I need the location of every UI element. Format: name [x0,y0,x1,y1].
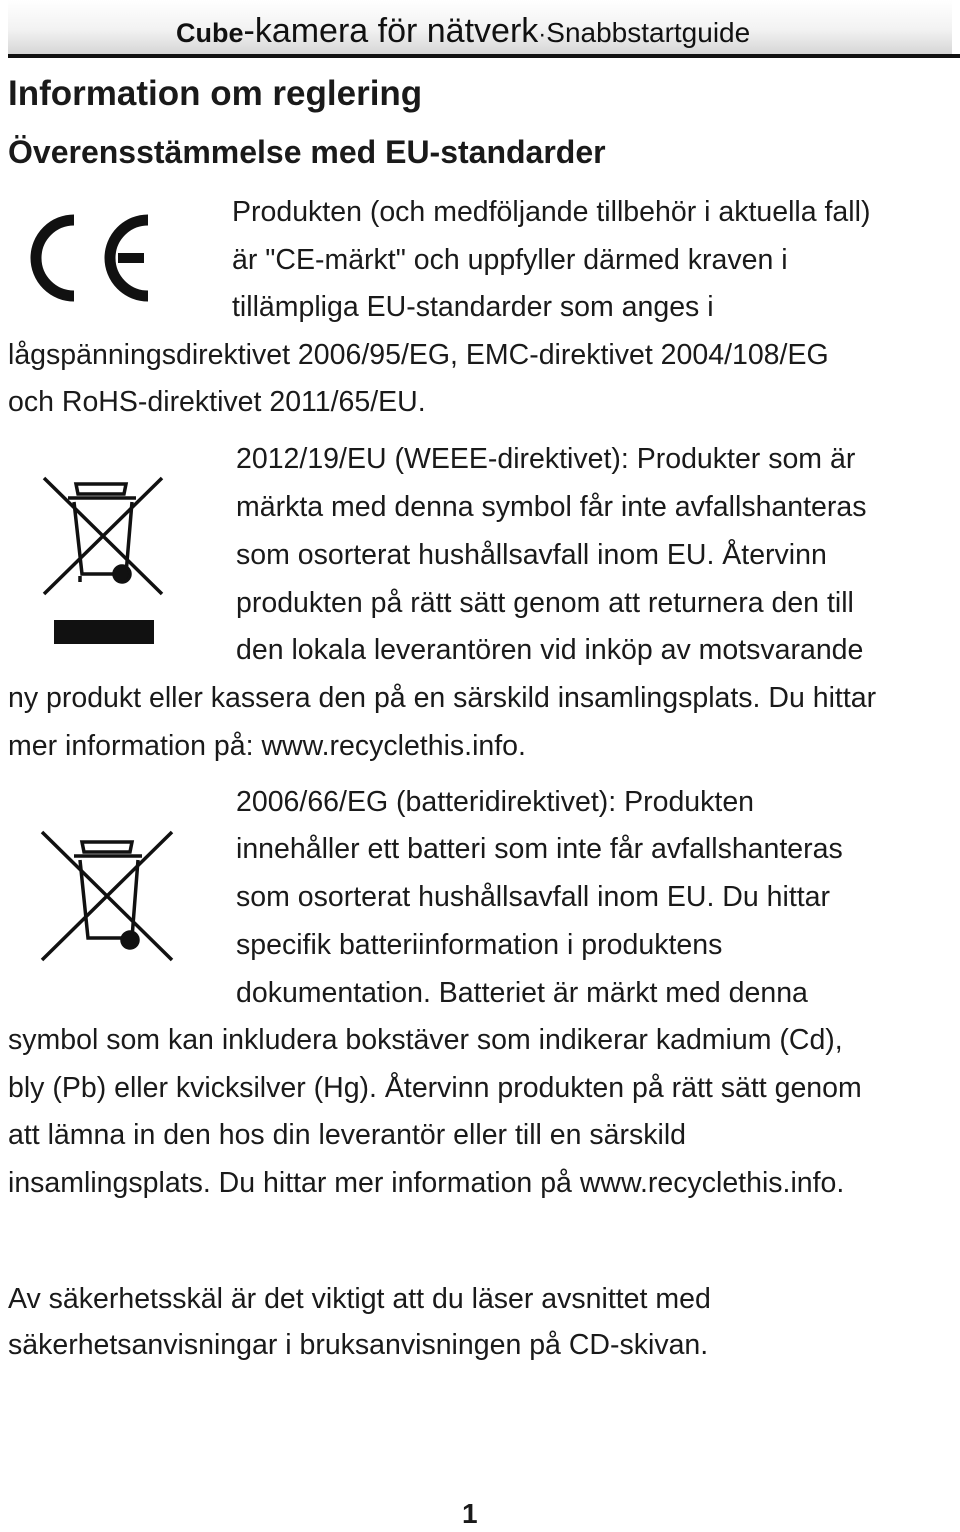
ce-text-line: Produkten (och medföljande tillbehör i aktuella fall) [232,196,871,228]
safety-note-line: säkerhetsanvisningar i bruksanvisningen på CD-skivan. [8,1329,709,1361]
ce-text-line: och RoHS-direktivet 2011/65/EU. [8,386,426,418]
header-separator: · [538,21,547,48]
battery-text-line: att lämna in den hos din leverantör eller till en särskild [8,1119,687,1151]
page-number: 1 [462,1498,478,1529]
weee-text-line: mer information på: www.recyclethis.info. [8,730,526,762]
battery-text-line: bly (Pb) eller kvicksilver (Hg). Återvinn produkten på rätt sätt genom [8,1072,862,1104]
weee-text-line: ny produkt eller kassera den på en särskild insamlingsplats. Du hittar [8,682,877,714]
battery-text-line: dokumentation. Batteriet är märkt med denna [236,977,808,1009]
weee-text-line: produkten på rätt sätt genom att returnera den till [236,587,854,619]
battery-text-line: innehåller ett batteri som inte får avfallshanteras [236,833,843,865]
ce-mark-icon [30,214,154,302]
ce-text-line: är "CE-märkt" och uppfyller därmed kraven i [232,244,788,276]
battery-text-line: 2006/66/EG (batteridirektivet): Produkten [236,786,755,818]
ce-text-line: lågspänningsdirektivet 2006/95/EG, EMC-direktivet 2004/108/EG [8,339,829,371]
weee-text-line: den lokala leverantören vid inköp av motsvarande [236,634,864,666]
weee-text-line: märkta med denna symbol får inte avfallshanteras [236,491,867,523]
header-guide: Snabbstartguide [546,17,751,48]
safety-note-line: Av säkerhetsskäl är det viktigt att du läser avsnittet med [8,1283,711,1315]
crossed-out-wheelie-bin-icon [38,828,176,964]
header-camera: -kamera för nätverk [243,12,539,50]
page-title: Information om reglering [8,74,423,113]
battery-text-line: insamlingsplats. Du hittar mer information på www.recyclethis.info. [8,1167,845,1199]
header-cube: Cube [176,18,244,48]
battery-text-line: specifik batteriinformation i produktens [236,929,723,961]
ce-text-line: tillämpliga EU-standarder som anges i [232,291,714,323]
battery-text-line: symbol som kan inkludera bokstäver som indikerar kadmium (Cd), [8,1024,843,1056]
section-heading: Överensstämmelse med EU-standarder [8,134,606,170]
crossed-out-wheelie-bin-icon [40,474,166,650]
battery-text-line: som osorterat hushållsavfall inom EU. Du hittar [236,881,830,913]
weee-text-line: 2012/19/EU (WEEE-direktivet): Produkter som är [236,443,856,475]
weee-text-line: som osorterat hushållsavfall inom EU. Återvinn [236,539,827,571]
header-title [176,10,750,59]
